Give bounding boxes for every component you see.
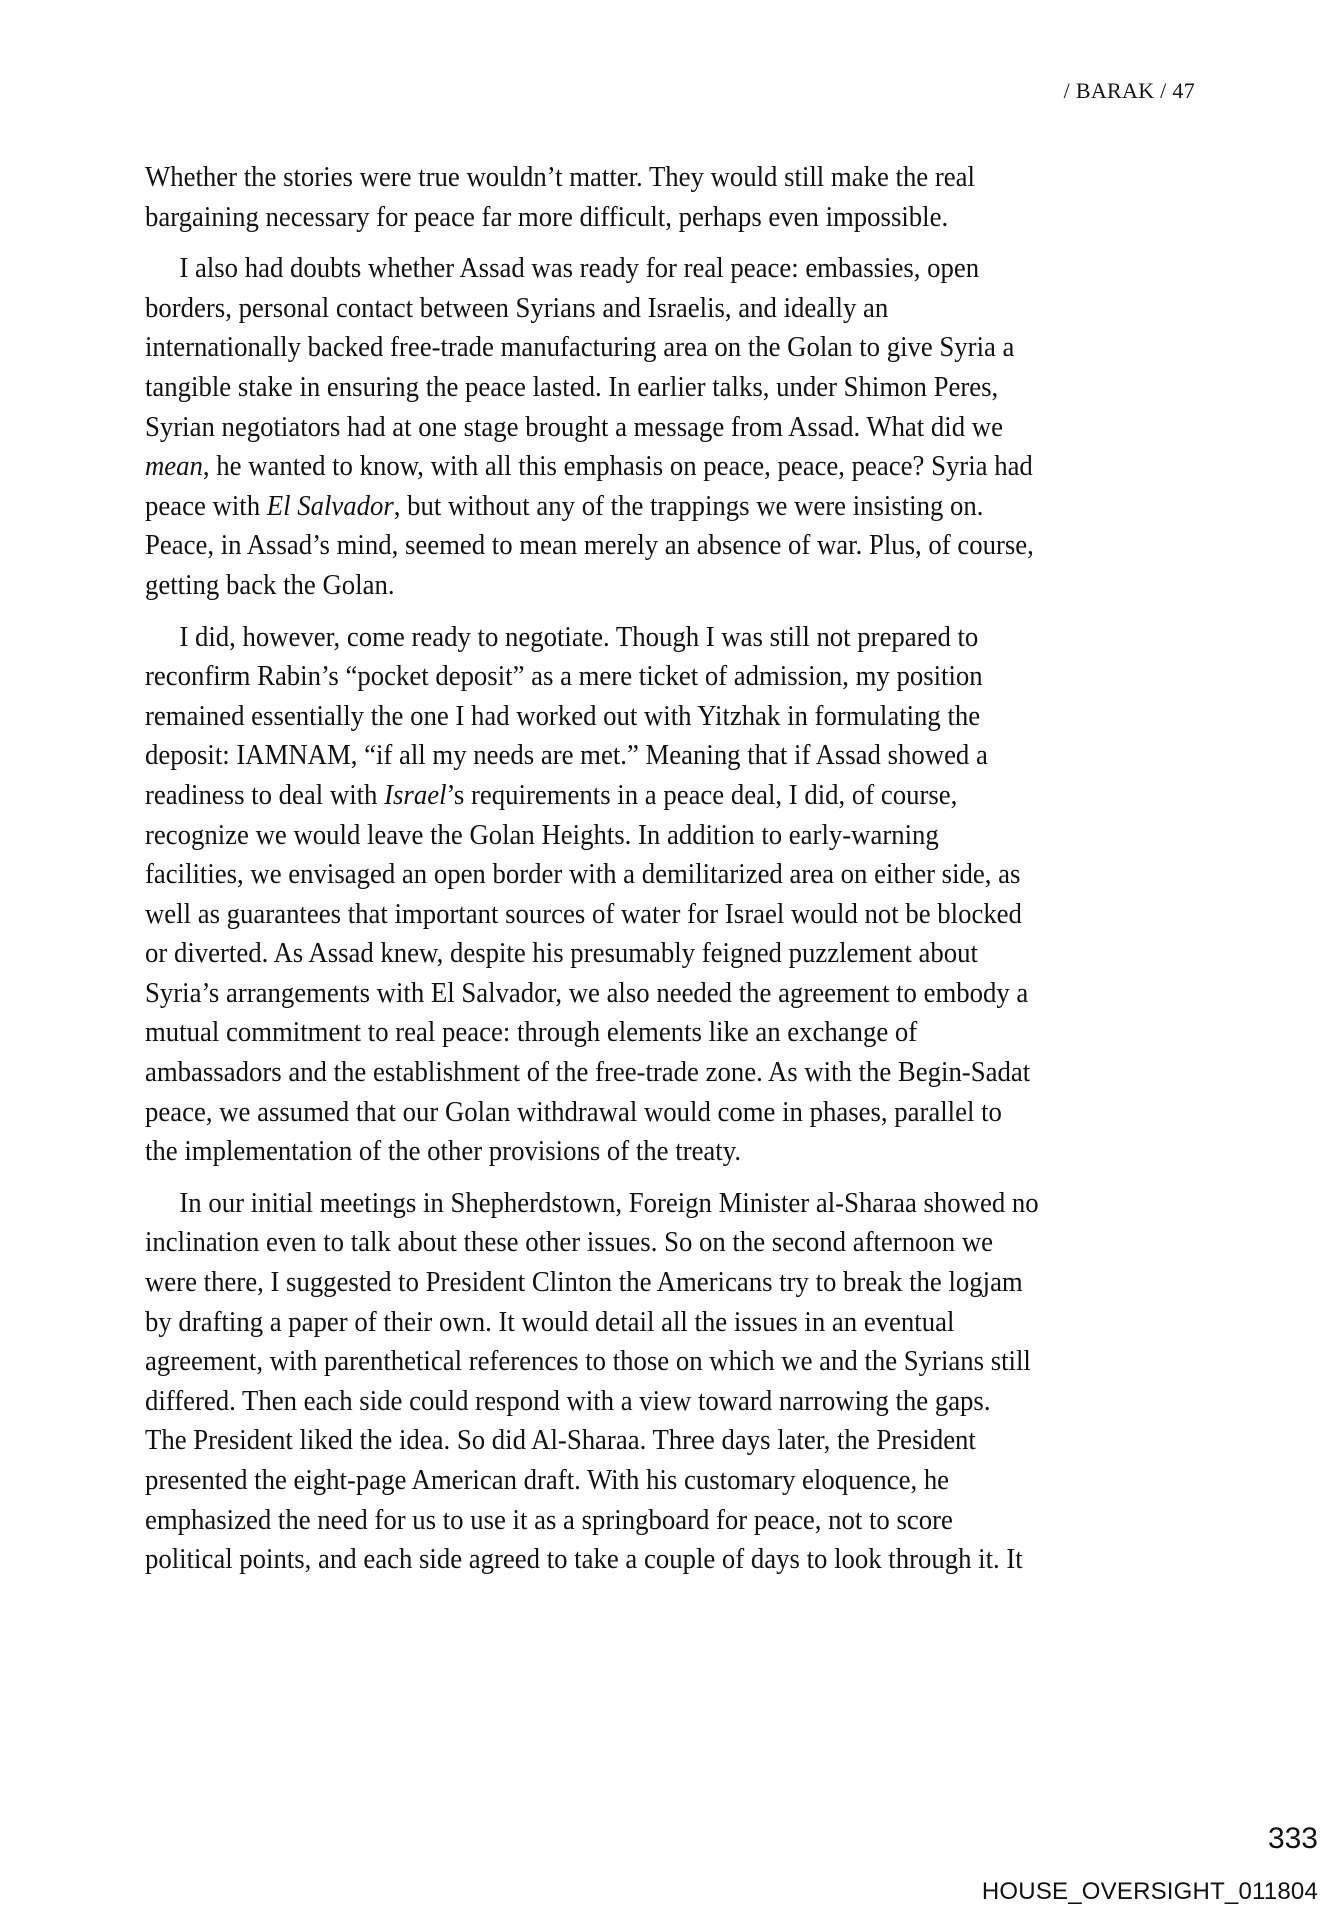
text-line: presented the eight-page American draft. With his customary eloquence, he (145, 1465, 950, 1496)
text-line (145, 487, 1157, 527)
text-line: emphasized the need for us to use it as a springboard for peace, not to score (145, 1504, 953, 1536)
text-line: well as guarantees that important sources of water for Israel would not be blocked (145, 898, 1022, 930)
text-line: bargaining necessary for peace far more difficult, perhaps even impossible. (145, 201, 949, 233)
text-line: I also had doubts whether Assad was ready for real peace: embassies, open (179, 253, 980, 285)
text-run: , he wanted to know, with all this emphasis on peace, peace, peace? Syria had (202, 451, 1033, 483)
text-run: readiness to deal with (145, 779, 385, 811)
text-line: differed. Then each side could respond with a view toward narrowing the gaps. (145, 1385, 991, 1417)
text-line: The President liked the idea. So did Al-Sharaa. Three days later, the President (145, 1425, 976, 1457)
text-line: getting back the Golan. (145, 569, 395, 601)
text-line: recognize we would leave the Golan Heights. In addition to early-warning (145, 819, 939, 851)
text-line: tangible stake in ensuring the peace lasted. In earlier talks, under Shimon Peres, (145, 371, 999, 403)
text-line (145, 447, 1157, 487)
text-line: peace, we assumed that our Golan withdrawal would come in phases, parallel to (145, 1096, 1002, 1128)
text-run: ’s requirements in a peace deal, I did, of course, (446, 779, 958, 811)
text-line: inclination even to talk about these other issues. So on the second afternoon we (145, 1227, 994, 1259)
text-run: , but without any of the trappings we were insisting on. (393, 490, 984, 522)
text-line: facilities, we envisaged an open border with a demilitarized area on either side, as (145, 859, 1021, 891)
italic-text: El Salvador (266, 490, 394, 522)
body-text (145, 158, 1157, 1592)
text-line: In our initial meetings in Shepherdstown, Foreign Minister al-Sharaa showed no (179, 1187, 1039, 1219)
text-line: remained essentially the one I had worked out with Yitzhak in formulating the (145, 700, 981, 732)
text-line: borders, personal contact between Syrians and Israelis, and ideally an (145, 292, 889, 324)
text-line: political points, and each side agreed to take a couple of days to look through it. It (145, 1544, 1023, 1576)
text-line (145, 776, 1157, 816)
text-line: were there, I suggested to President Clinton the Americans try to break the logjam (145, 1267, 1023, 1299)
bates-number: HOUSE_OVERSIGHT_011804 (981, 1878, 1318, 1905)
text-run: peace with (145, 490, 267, 522)
text-line: the implementation of the other provisions of the treaty. (145, 1136, 742, 1168)
text-line: agreement, with parenthetical references to those on which we and the Syrians still (145, 1346, 1031, 1378)
text-line: internationally backed free-trade manufacturing area on the Golan to give Syria a (145, 332, 1015, 364)
text-line: Whether the stories were true wouldn’t matter. They would still make the real (145, 162, 975, 193)
paragraph-1 (145, 158, 1157, 237)
text-line: I did, however, come ready to negotiate. Though I was still not prepared to (179, 621, 979, 653)
paragraph-2 (145, 249, 1157, 605)
text-line: or diverted. As Assad knew, despite his presumably feigned puzzlement about (145, 938, 978, 970)
text-line: deposit: IAMNAM, “if all my needs are met.” Meaning that if Assad showed a (145, 740, 988, 772)
text-line: Syria’s arrangements with El Salvador, we also needed the agreement to embody a (145, 977, 1029, 1009)
text-line: Peace, in Assad’s mind, seemed to mean merely an absence of war. Plus, of course, (145, 530, 1034, 562)
italic-text: mean (145, 451, 203, 483)
text-line: by drafting a paper of their own. It would detail all the issues in an eventual (145, 1306, 955, 1338)
paragraph-4 (145, 1184, 1157, 1580)
text-line: mutual commitment to real peace: through elements like an exchange of (145, 1017, 918, 1049)
paragraph-3 (145, 618, 1157, 1172)
text-line: reconfirm Rabin’s “pocket deposit” as a mere ticket of admission, my position (145, 661, 983, 693)
page-number: 333 (1267, 1822, 1318, 1855)
text-line: ambassadors and the establishment of the free-trade zone. As with the Begin-Sadat (145, 1057, 1031, 1089)
text-line: Syrian negotiators had at one stage brought a message from Assad. What did we (145, 411, 1003, 443)
italic-text: Israel (384, 779, 447, 811)
running-header: / BARAK / 47 (1063, 78, 1195, 103)
